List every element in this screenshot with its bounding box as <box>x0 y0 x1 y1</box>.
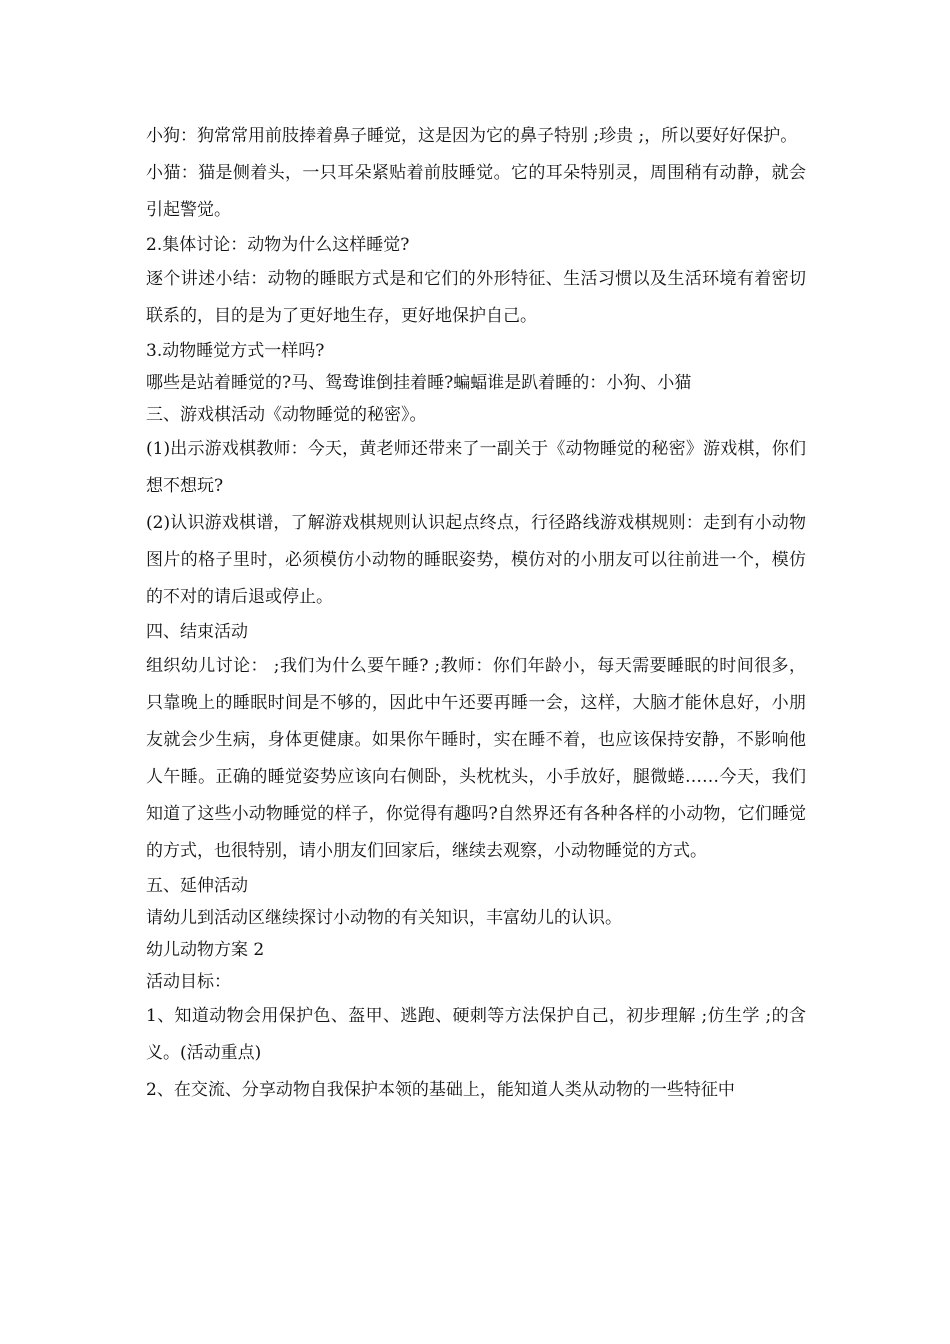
paragraph-goal-2: 2、在交流、分享动物自我保护本领的基础上，能知道人类从动物的一些特征中 <box>146 1080 735 1100</box>
paragraph-cat: 小猫：猫是侧着头，一只耳朵紧贴着前肢睡觉。它的耳朵特别灵，周围稍有动静，就会引起警觉。 <box>146 163 806 220</box>
paragraph-show-game: (1)出示游戏棋教师：今天，黄老师还带来了一副关于《动物睡觉的秘密》游戏棋，你们想不想玩? <box>146 439 806 496</box>
document-body <box>146 118 806 1109</box>
paragraph-nap-discussion: 组织幼儿讨论： ;我们为什么要午睡? ;教师：你们年龄小，每天需要睡眠的时间很多，只靠晚上的睡眠时间是不够的，因此中午还要再睡一会，这样，大脑才能休息好，小朋友就会少生病，身体更健康。如果你午睡时，实在睡不着，也应该保持安静，不影响他人午睡。正确的睡觉姿势应该向右侧卧，头枕枕头，小手放好，腿微蜷……今天，我们知道了这些小动物睡觉的样子，你觉得有趣吗?自然界还有各种各样的小动物，它们睡觉的方式，也很特别，请小朋友们回家后，继续去观察，小动物睡觉的方式。 <box>146 656 806 861</box>
paragraph-extension: 请幼儿到活动区继续探讨小动物的有关知识，丰富幼儿的认识。 <box>146 908 622 928</box>
heading-sleep-ways: 3.动物睡觉方式一样吗? <box>146 341 325 361</box>
paragraph-dog: 小狗：狗常常用前肢捧着鼻子睡觉，这是因为它的鼻子特别 ;珍贵 ;，所以要好好保护。 <box>146 126 798 146</box>
paragraph-summary: 逐个讲述小结：动物的睡眠方式是和它们的外形特征、生活习惯以及生活环境有着密切联系的，目的是为了更好地生存，更好地保护自己。 <box>146 269 806 326</box>
heading-extension-activity: 五、延伸活动 <box>146 876 248 896</box>
paragraph-sleep-postures: 哪些是站着睡觉的?马、鸳鸯谁倒挂着睡?蝙蝠谁是趴着睡的：小狗、小猫 <box>146 373 692 393</box>
paragraph-game-rules: (2)认识游戏棋谱，了解游戏棋规则认识起点终点，行径路线游戏棋规则：走到有小动物图片的格子里时，必须模仿小动物的睡眠姿势，模仿对的小朋友可以往前进一个，模仿的不对的请后退或停止。 <box>146 513 806 607</box>
heading-group-discussion: 2.集体讨论：动物为什么这样睡觉? <box>146 235 410 255</box>
heading-plan-2: 幼儿动物方案 2 <box>146 940 265 960</box>
heading-board-game: 三、游戏棋活动《动物睡觉的秘密》。 <box>146 405 427 425</box>
paragraph-goal-1: 1、知道动物会用保护色、盔甲、逃跑、硬刺等方法保护自己，初步理解 ;仿生学 ;的含义。(活动重点) <box>146 1006 806 1063</box>
heading-activity-goals: 活动目标： <box>146 972 231 992</box>
heading-closing-activity: 四、结束活动 <box>146 622 248 642</box>
